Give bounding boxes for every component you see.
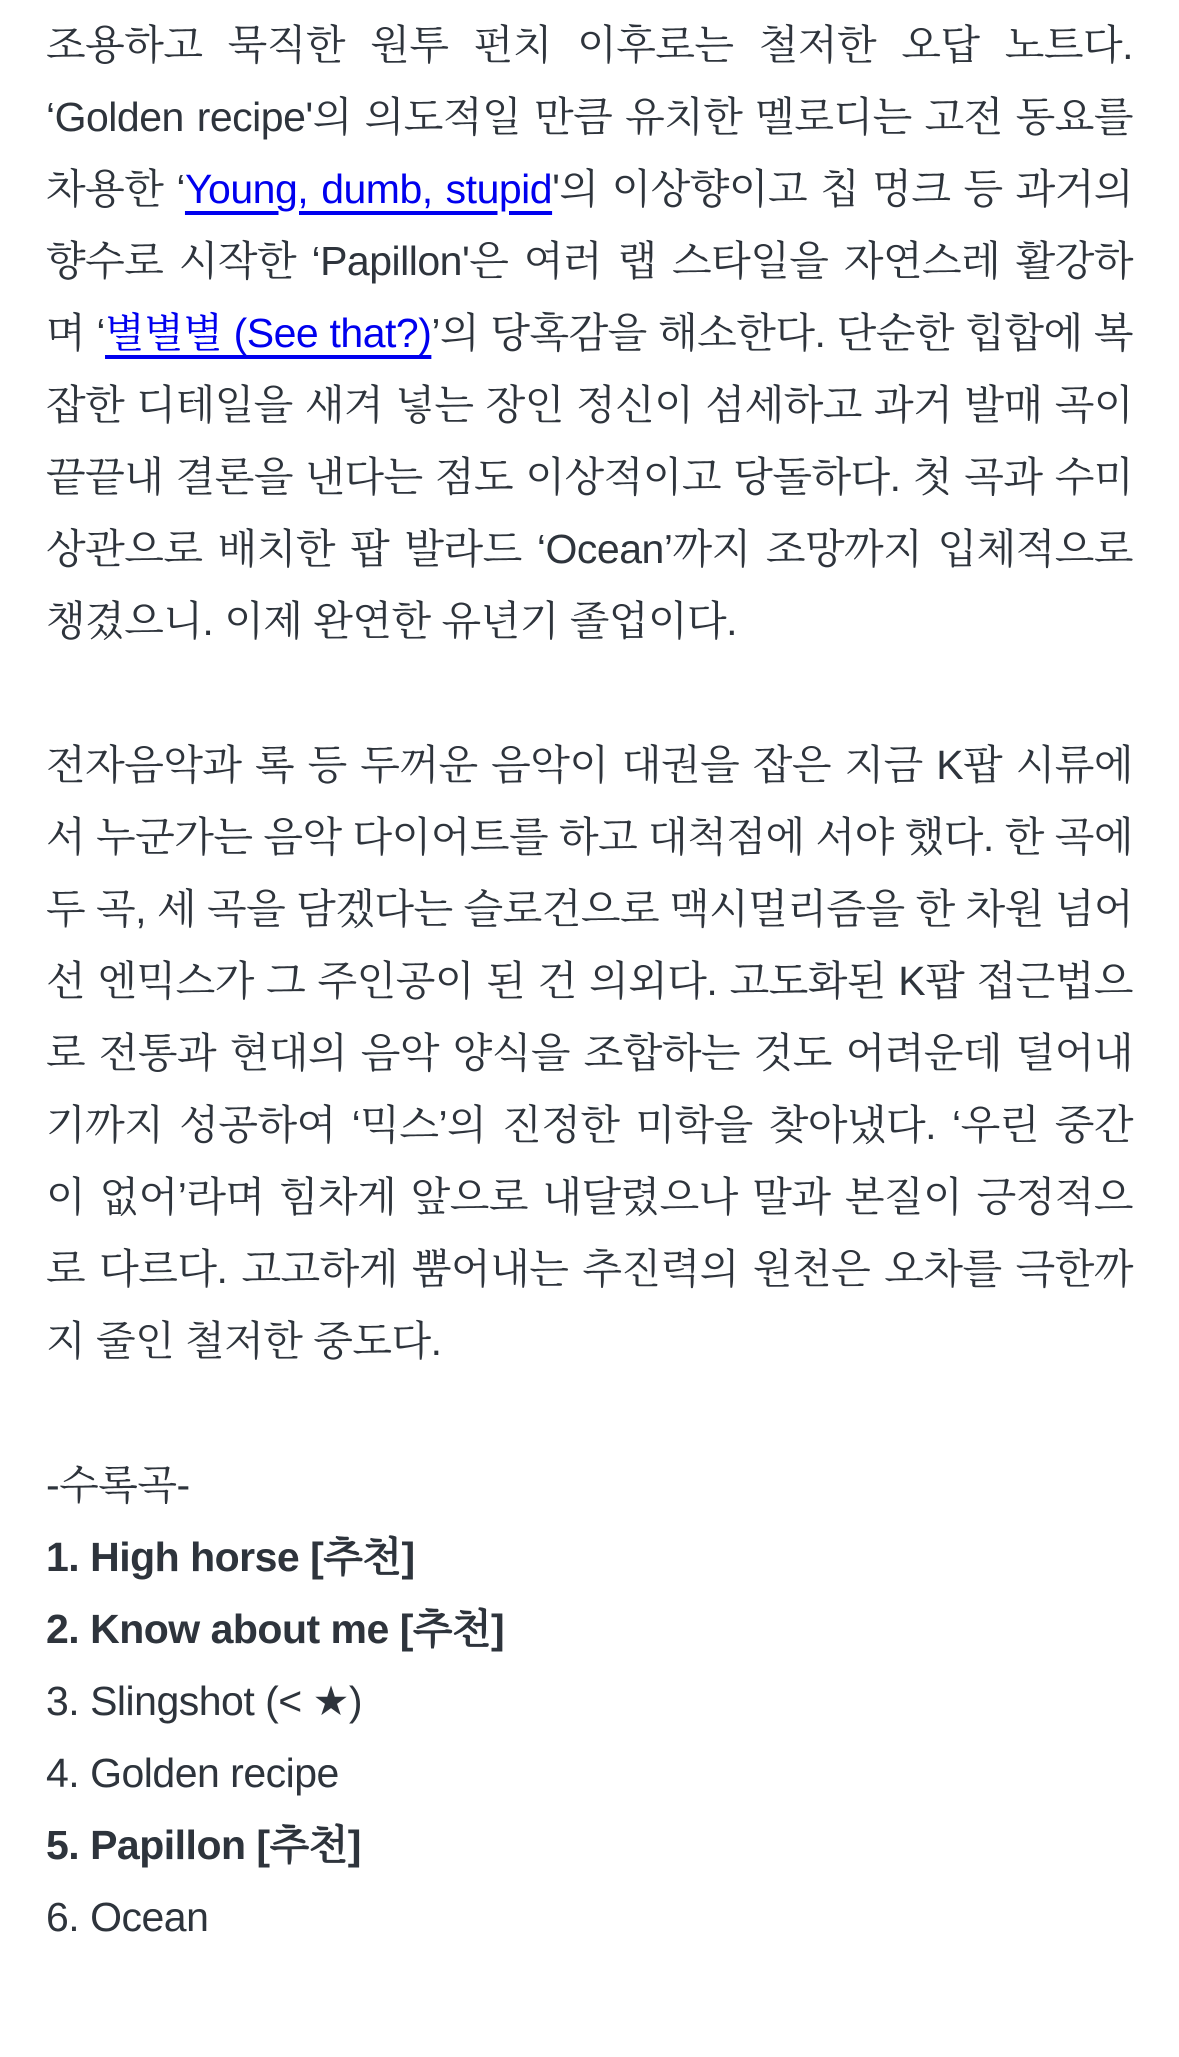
song-link[interactable]: 별별별 (See that?) xyxy=(105,310,432,356)
review-paragraph xyxy=(46,729,1133,1377)
review-text-segment: ’의 당혹감을 해소한다. 단순한 힙합에 복잡한 디테일을 새겨 넣는 장인 정신이 섬세하고 과거 발매 곡이 끝끝내 결론을 낸다는 점도 이상적이고 당돌하다. 첫 곡과 수미상관으로 배치한 팝 발라드 ‘Ocean’까지 조망까지 입체적으로 챙겼으니. 이제 완연한 유년기 졸업이다. xyxy=(46,310,1134,644)
review-text-segment: 조용하고 묵직한 원투 펀치 이후로는 철저한 오답 노트다. ‘Golden recipe'의 의도적일 만큼 유치한 멜로디는 고전 동요를 차용한 ‘ xyxy=(46,22,1133,212)
tracklist-heading: -수록곡- xyxy=(46,1462,190,1508)
review-paragraph xyxy=(46,9,1133,657)
review-text-segment: '의 이상향이고 칩 멍크 등 과거의 향수로 시작한 ‘Papillon'은 여러 랩 스타일을 자연스레 활강하며 ‘ xyxy=(46,166,1133,356)
tracklist-items xyxy=(46,1521,1133,1953)
tracklist-item: 1. High horse [추천] xyxy=(46,1534,415,1580)
tracklist-item: 2. Know about me [추천] xyxy=(46,1606,505,1652)
tracklist-item: 3. Slingshot (< ★) xyxy=(46,1678,363,1724)
review-text-segment: 전자음악과 록 등 두꺼운 음악이 대권을 잡은 지금 K팝 시류에서 누군가는 음악 다이어트를 하고 대척점에 서야 했다. 한 곡에 두 곡, 세 곡을 담겠다는 슬로건으로 맥시멀리즘을 한 차원 넘어선 엔믹스가 그 주인공이 된 건 의외다. 고도화된 K팝 접근법으로 전통과 현대의 음악 양식을 조합하는 것도 어려운데 덜어내기까지 성공하여 ‘믹스’의 진정한 미학을 찾아냈다. ‘우린 중간이 없어’라며 힘차게 앞으로 내달렸으나 말과 본질이 긍정적으로 다르다. 고고하게 뿜어내는 추진력의 원천은 오차를 극한까지 줄인 철저한 중도다. xyxy=(46,742,1133,1364)
tracklist-item: 6. Ocean xyxy=(46,1894,209,1940)
tracklist-item: 5. Papillon [추천] xyxy=(46,1822,361,1868)
tracklist-item: 4. Golden recipe xyxy=(46,1750,339,1796)
tracklist xyxy=(46,1449,1133,1953)
song-link[interactable]: Young, dumb, stupid xyxy=(184,166,553,212)
review-body xyxy=(46,9,1133,1377)
